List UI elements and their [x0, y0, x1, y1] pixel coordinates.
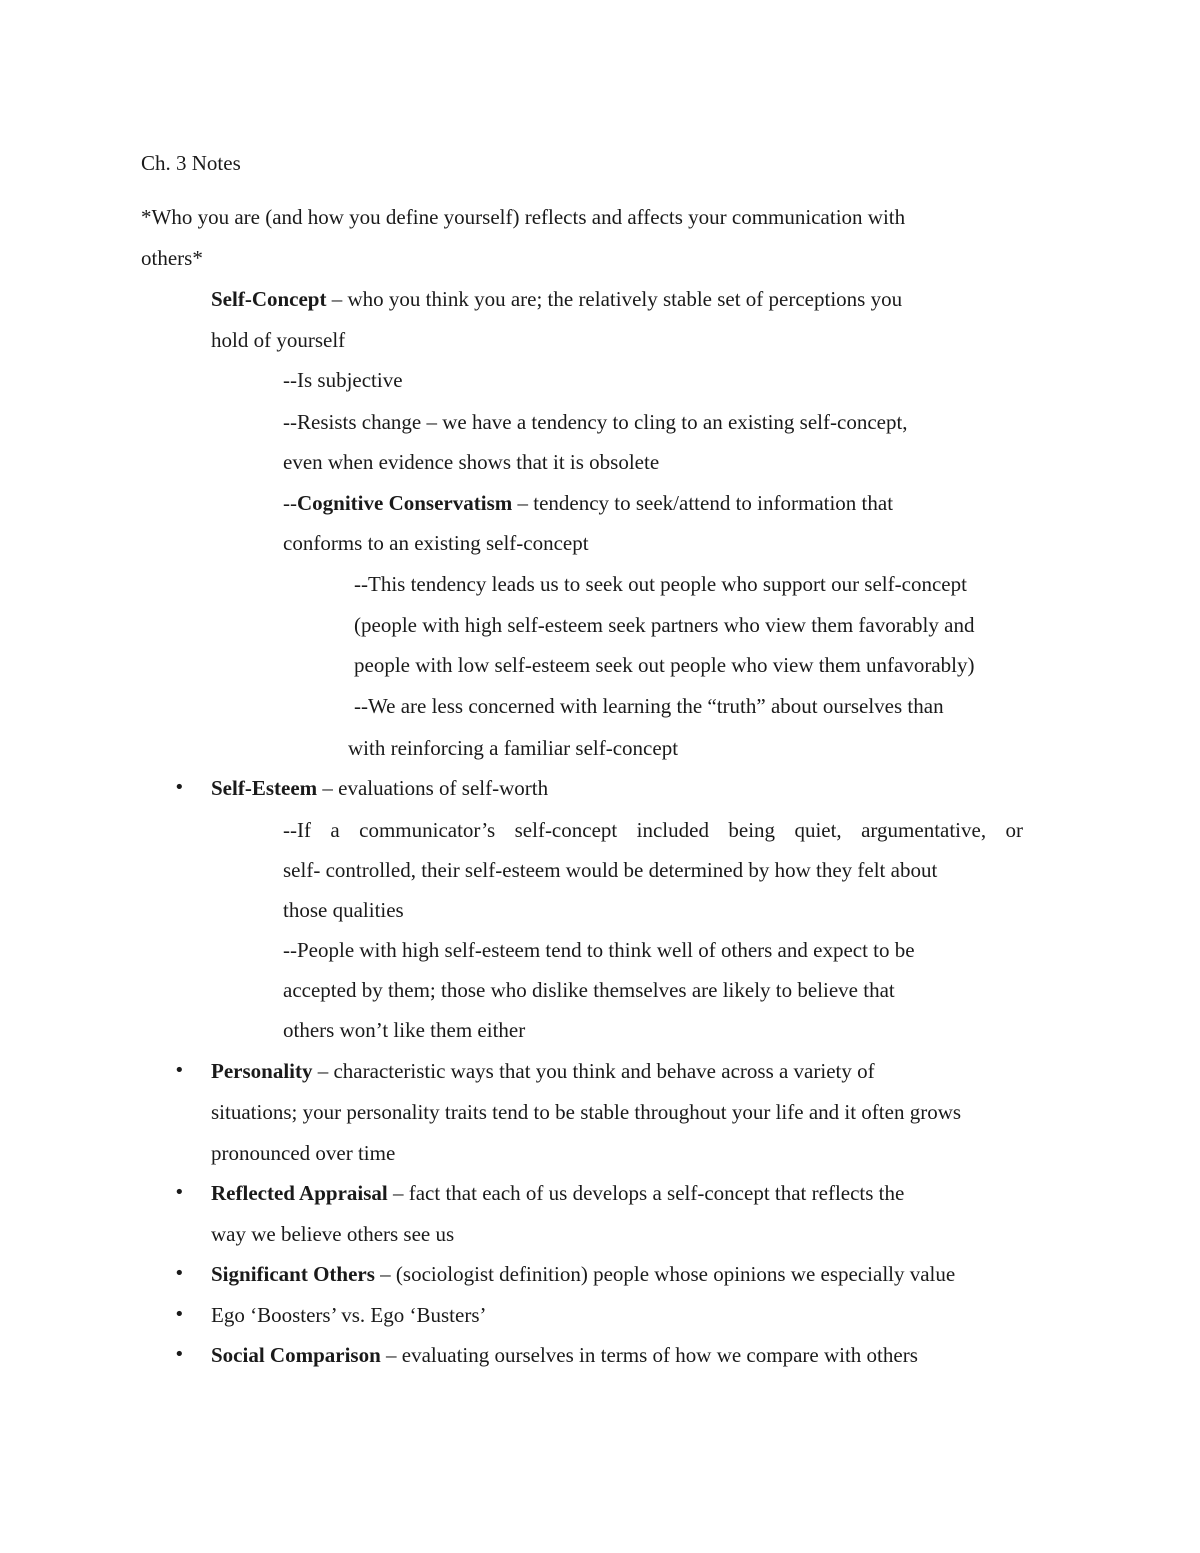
cognitive-conservatism-line-2: conforms to an existing self-concept [283, 531, 589, 555]
social-comparison-def: – evaluating ourselves in terms of how we compare with others [380, 1343, 918, 1367]
self-esteem-def: – evaluations of self-worth [317, 776, 549, 800]
reflected-appraisal-term: Reflected Appraisal [211, 1181, 388, 1205]
cognitive-conservatism-term: Cognitive Conservatism [297, 491, 513, 515]
bullet-glyph: • [174, 1182, 185, 1203]
self-esteem-sub-b-line-1: --People with high self-esteem tend to think well of others and expect to be [283, 938, 915, 962]
self-esteem-sub-b-line-2: accepted by them; those who dislike themselves are likely to believe that [283, 978, 895, 1002]
bullet-glyph: • [174, 1263, 185, 1284]
self-esteem-sub-a-line-3: those qualities [283, 898, 404, 922]
self-esteem-sub-a-line-2: self- controlled, their self-esteem would be determined by how they felt about [283, 858, 938, 882]
self-concept-sub-subjective: --Is subjective [283, 368, 403, 392]
reflected-appraisal-def: – fact that each of us develops a self-concept that reflects the [387, 1181, 905, 1205]
reflected-appraisal-line-2: way we believe others see us [211, 1222, 455, 1246]
truth-note-line-1: --We are less concerned with learning the “truth” about ourselves than [354, 694, 944, 718]
bullet-reflected-appraisal [211, 1183, 904, 1204]
bullet-self-esteem [211, 778, 548, 799]
self-concept-term: Self-Concept [211, 287, 327, 311]
significant-others-term: Significant Others [211, 1262, 375, 1286]
truth-note-line-2: with reinforcing a familiar self-concept [348, 736, 679, 760]
personality-line-3: pronounced over time [211, 1141, 396, 1165]
self-concept-sub-resists-line-2: even when evidence shows that it is obsolete [283, 450, 660, 474]
personality-term: Personality [211, 1059, 313, 1083]
social-comparison-term: Social Comparison [211, 1343, 381, 1367]
significant-others-def: – (sociologist definition) people whose opinions we especially value [374, 1262, 956, 1286]
self-concept-def-line-2: hold of yourself [211, 328, 346, 352]
bullet-glyph: • [174, 1304, 185, 1325]
self-concept-sub-resists-line-1: --Resists change – we have a tendency to cling to an existing self-concept, [283, 410, 908, 434]
self-concept-def-line-1: – who you think you are; the relatively stable set of perceptions you [326, 287, 903, 311]
tendency-note-line-2: (people with high self-esteem seek partners who view them favorably and [354, 613, 975, 637]
cognitive-conservatism-line-1 [283, 493, 893, 514]
bullet-social-comparison [211, 1345, 918, 1366]
cognitive-conservatism-def: – tendency to seek/attend to information that [512, 491, 894, 515]
intro-text-line-2: others* [141, 246, 203, 270]
cognitive-conservatism-prefix: -- [283, 491, 297, 515]
self-esteem-sub-b-line-3: others won’t like them either [283, 1018, 526, 1042]
intro-text-line-1: *Who you are (and how you define yourself) reflects and affects your communication with [141, 205, 906, 229]
self-esteem-term: Self-Esteem [211, 776, 318, 800]
bullet-ego-boosters: Ego ‘Boosters’ vs. Ego ‘Busters’ [211, 1303, 487, 1327]
page-title: Ch. 3 Notes [141, 151, 241, 175]
self-concept-definition [211, 289, 902, 310]
tendency-note-line-1: --This tendency leads us to seek out people who support our self-concept [354, 572, 967, 596]
bullet-personality [211, 1061, 875, 1082]
bullet-glyph: • [174, 777, 185, 798]
personality-line-2: situations; your personality traits tend to be stable throughout your life and it often grows [211, 1100, 962, 1124]
bullet-glyph: • [174, 1060, 185, 1081]
tendency-note-line-3: people with low self-esteem seek out people who view them unfavorably) [354, 653, 975, 677]
bullet-glyph: • [174, 1344, 185, 1365]
bullet-significant-others [211, 1264, 955, 1285]
self-esteem-sub-a-line-1: --If a communicator’s self-concept included being quiet, argumentative, or [283, 818, 1023, 842]
personality-def: – characteristic ways that you think and behave across a variety of [312, 1059, 875, 1083]
